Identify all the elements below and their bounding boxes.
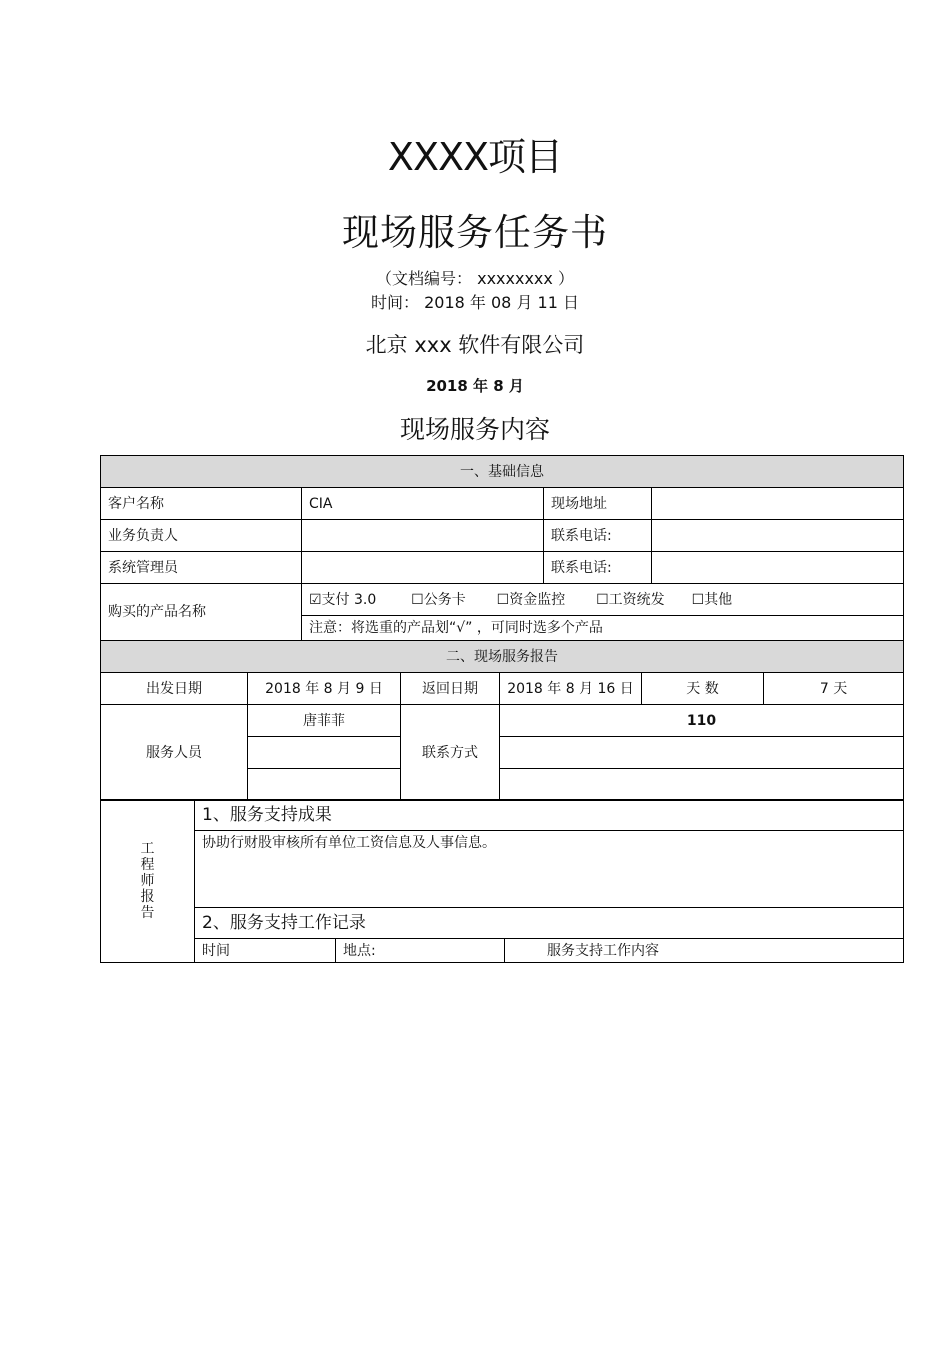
basic-info-table [100,455,904,641]
service-report-heading: 二、现场服务报告 [101,641,904,673]
return-date-label: 返回日期 [401,673,500,705]
year-month: 2018 年 8 月 [426,377,524,395]
site-address-label: 现场地址 [544,488,652,520]
label-char: 程 [140,857,155,873]
business-owner-label: 业务负责人 [101,520,302,552]
log-column-place: 地点: [336,939,505,963]
log-column-time: 时间 [195,939,336,963]
staff-entry[interactable] [248,769,401,801]
customer-name-value[interactable]: CIA [302,488,544,520]
site-address-value[interactable] [652,488,904,520]
staff-entry[interactable]: 唐菲菲 [248,705,401,737]
sys-admin-label: 系统管理员 [101,552,302,584]
contact-label: 联系方式 [401,705,500,801]
phone-label: 联系电话: [544,520,652,552]
document-date: 时间： 2018 年 08 月 11 日 [371,293,579,312]
product-option-other[interactable]: ☐其他 [691,591,733,608]
service-report-table [100,640,904,801]
phone-label: 联系电话: [544,552,652,584]
label-char: 工 [140,841,155,857]
engineer-report-table [100,799,904,963]
customer-name-label: 客户名称 [101,488,302,520]
phone-value[interactable] [652,552,904,584]
basic-info-heading: 一、基础信息 [101,456,904,488]
staff-label: 服务人员 [101,705,248,801]
log-heading: 2、服务支持工作记录 [195,908,904,939]
products-label: 购买的产品名称 [101,584,302,641]
product-checkboxes [302,584,904,616]
label-char: 告 [140,905,155,921]
engineer-report-label [101,800,195,963]
project-title: XXXX项目 [387,135,563,179]
product-option-fund-monitor[interactable]: ☐资金监控 [496,591,566,608]
return-date-value[interactable]: 2018 年 8 月 16 日 [500,673,642,705]
document-title: 现场服务任务书 [342,211,608,254]
contact-entry[interactable] [500,769,904,801]
product-option-salary[interactable]: ☐工资统发 [596,591,665,608]
business-owner-value[interactable] [302,520,544,552]
product-option-official-card[interactable]: ☐公务卡 [411,591,466,608]
section-title: 现场服务内容 [399,415,550,444]
results-heading: 1、服务支持成果 [195,800,904,831]
contact-entry[interactable] [500,737,904,769]
phone-value[interactable] [652,520,904,552]
product-option-payment[interactable]: ☑支付 3.0 [309,591,377,608]
depart-date-label: 出发日期 [101,673,248,705]
products-note: 注意：将选重的产品划“√” ，可同时选多个产品 [302,616,904,641]
sys-admin-value[interactable] [302,552,544,584]
days-label: 天 数 [642,673,764,705]
company-name: 北京 xxx 软件有限公司 [365,333,585,357]
label-char: 师 [140,873,155,889]
staff-entry[interactable] [248,737,401,769]
document-number: （文档编号： xxxxxxxx ） [376,269,574,288]
results-text[interactable]: 协助行财股审核所有单位工资信息及人事信息。 [195,831,904,908]
contact-entry[interactable]: 110 [500,705,904,737]
label-char: 报 [140,889,155,905]
depart-date-value[interactable]: 2018 年 8 月 9 日 [248,673,401,705]
days-value[interactable]: 7 天 [764,673,904,705]
log-column-content: 服务支持工作内容 [505,939,904,963]
